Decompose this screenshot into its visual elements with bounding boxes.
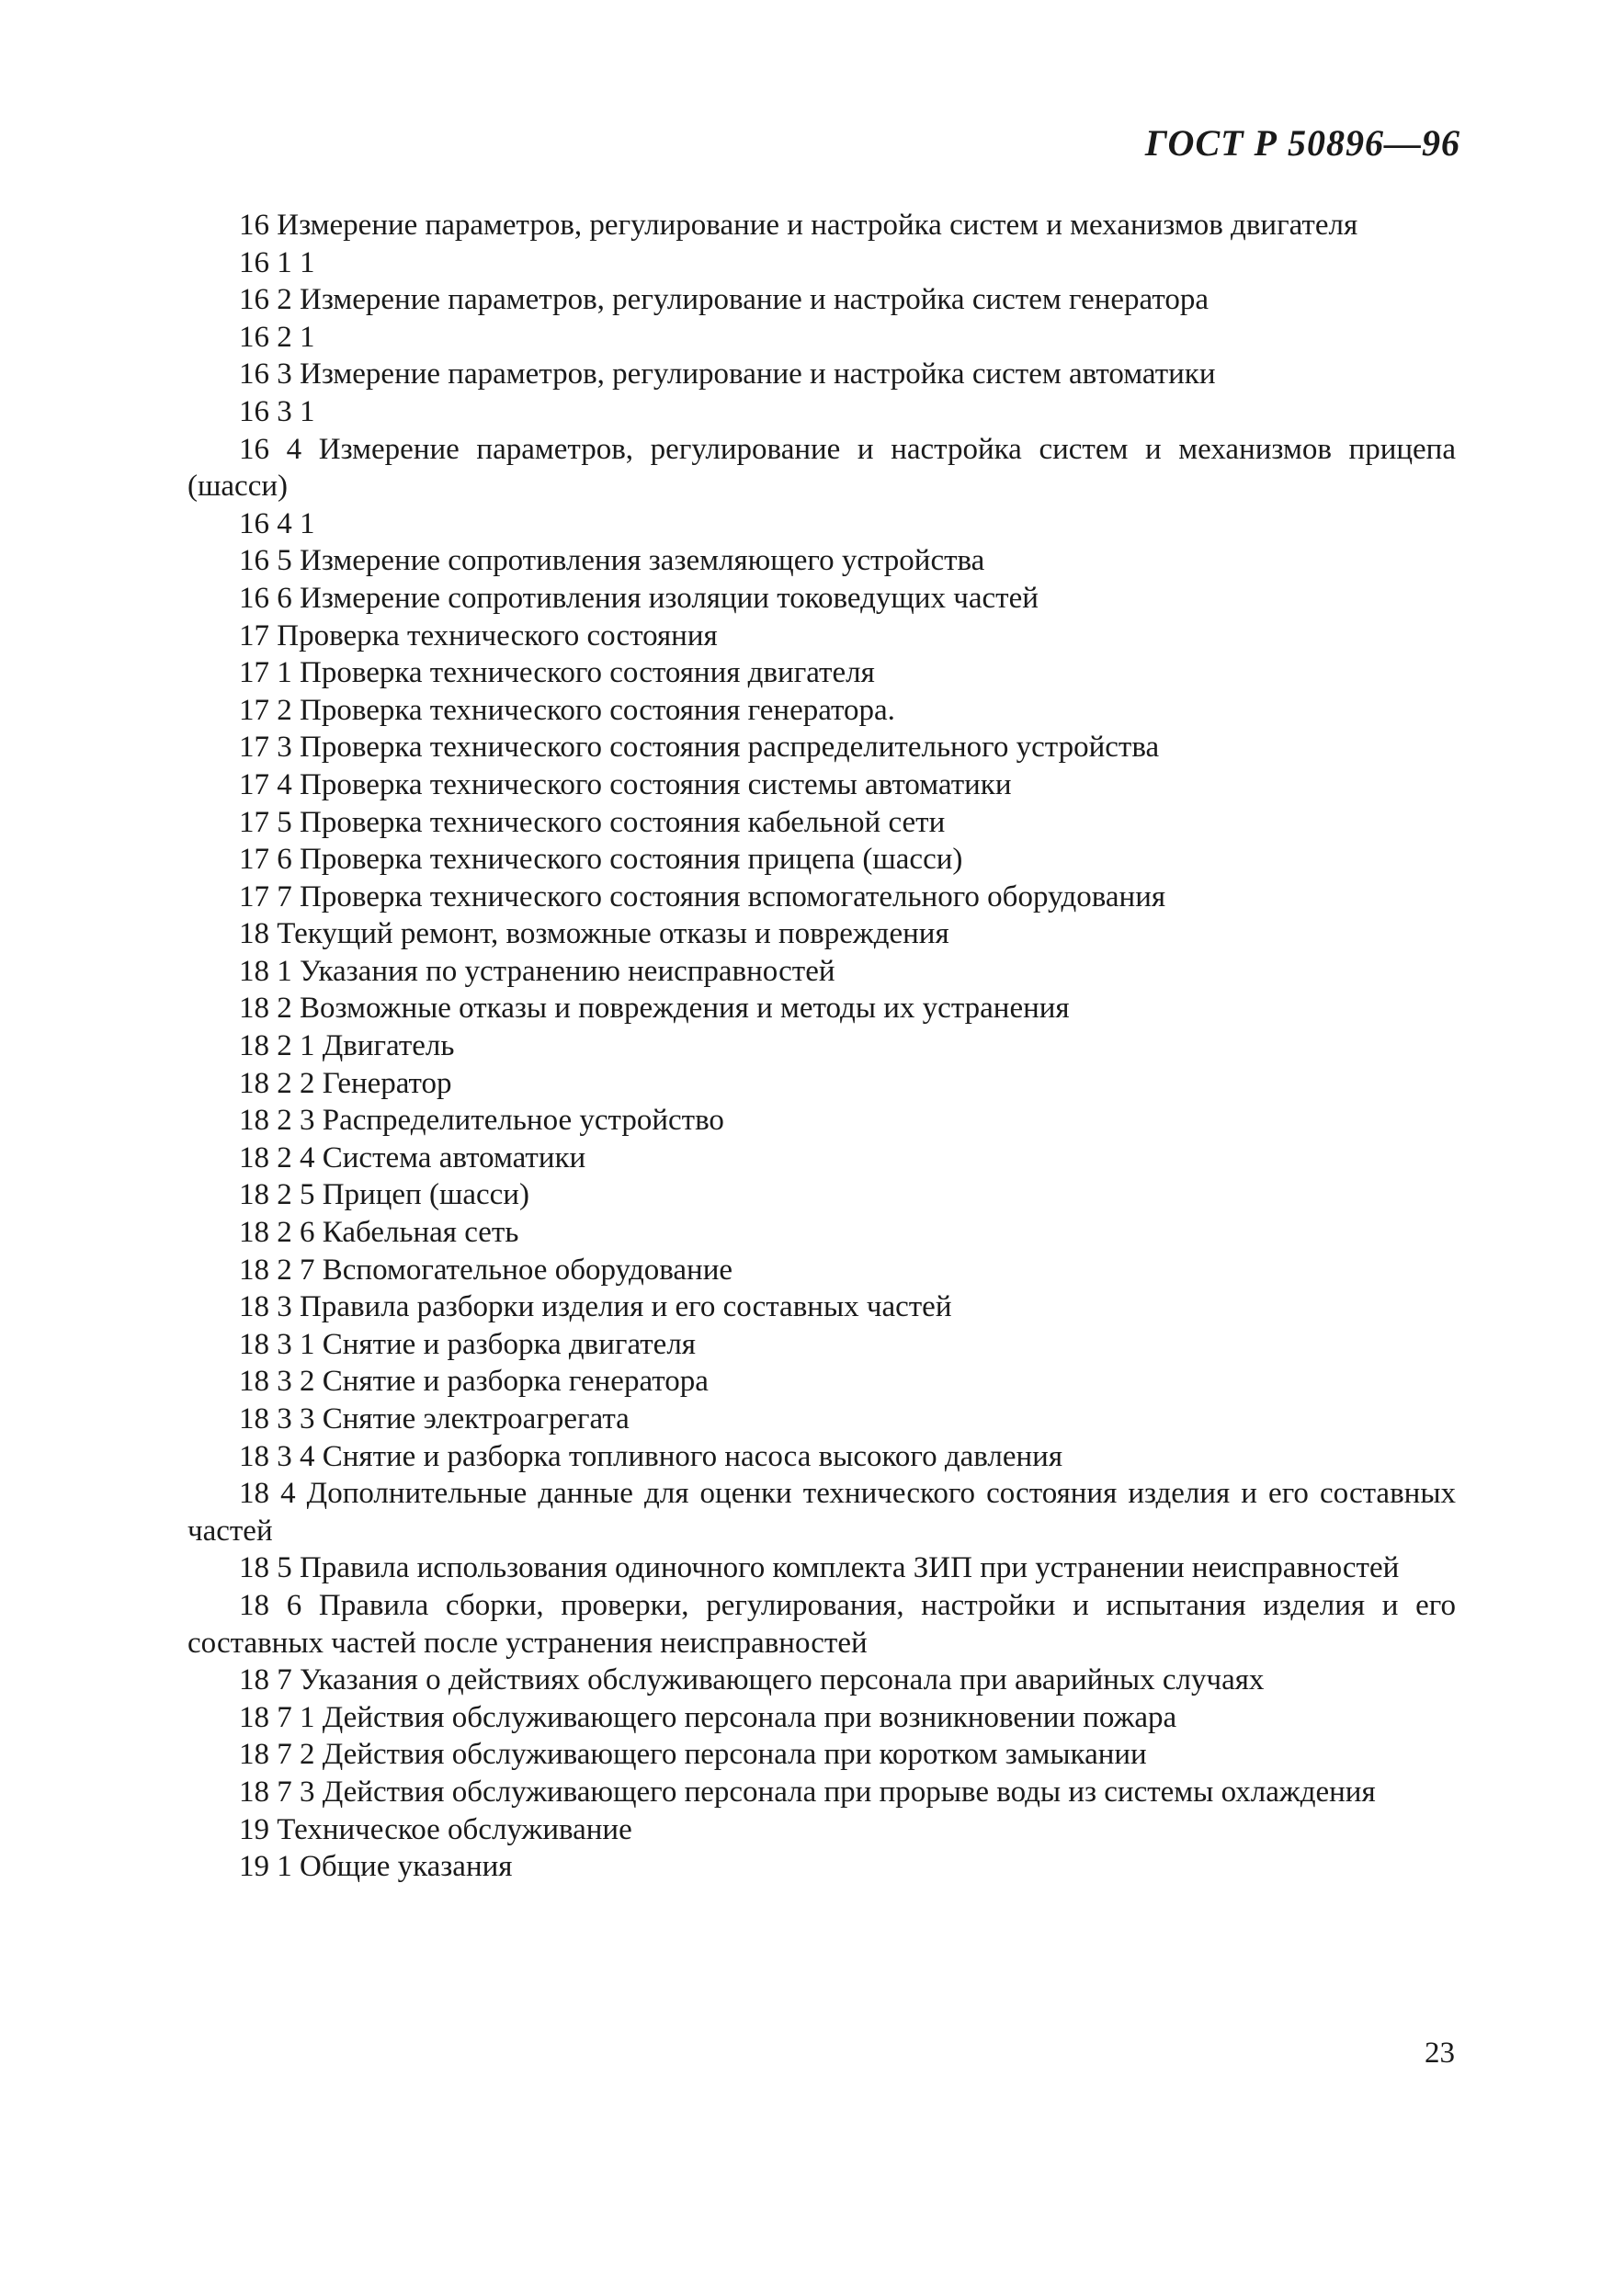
toc-entry: 16 6 Измерение сопротивления изоляции токоведущих частей	[239, 581, 1039, 615]
toc-entry: 16 2 1	[239, 320, 315, 354]
toc-entry: 16 Измерение параметров, регулирование и настройка систем и механизмов двигателя	[239, 209, 1358, 242]
toc-entry: 18 7 3 Действия обслуживающего персонала при прорыве воды из системы охлаждения	[239, 1775, 1376, 1809]
toc-entry: 17 3 Проверка технического состояния распределительного устройства	[239, 731, 1160, 765]
toc-entry: 18 7 1 Действия обслуживающего персонала при возникновении пожара	[239, 1700, 1177, 1734]
toc-entry: 17 6 Проверка технического состояния прицепа (шасси)	[239, 843, 963, 877]
toc-entry: 16 4 1	[239, 506, 315, 540]
toc-entry: 18 Текущий ремонт, возможные отказы и повреждения	[239, 917, 949, 951]
toc-entry: 18 3 2 Снятие и разборка генератора	[239, 1365, 709, 1399]
toc-entry: 17 2 Проверка технического состояния генератора.	[239, 693, 895, 727]
toc-entry: 16 5 Измерение сопротивления заземляющего устройства	[239, 544, 985, 578]
toc-entry: 19 1 Общие указания	[239, 1850, 513, 1884]
document-code: ГОСТ Р 50896—96	[1144, 122, 1460, 164]
toc-entry: 18 2 1 Двигатель	[239, 1029, 455, 1063]
toc-entry: 19 Техническое обслуживание	[239, 1812, 632, 1846]
toc-entry: 16 1 1	[239, 245, 315, 279]
toc-entry: 18 2 7 Вспомогательное оборудование	[239, 1253, 733, 1287]
toc-entry: 18 2 6 Кабельная сеть	[239, 1216, 519, 1250]
toc-entry: 16 2 Измерение параметров, регулирование и настройка систем генератора	[239, 283, 1209, 317]
toc-entry: 17 1 Проверка технического состояния двигателя	[239, 656, 875, 690]
toc-entry: 18 2 5 Прицеп (шасси)	[239, 1178, 529, 1212]
toc-entry: 18 2 Возможные отказы и повреждения и методы их устранения	[239, 992, 1070, 1026]
toc-entry: 16 3 1	[239, 394, 315, 428]
toc-entry: 18 6 Правила сборки, проверки, регулирования, настройки и испытания изделия и его составных частей после устранения неисправностей	[187, 1588, 1456, 1660]
toc-entry: 18 2 3 Распределительное устройство	[239, 1104, 724, 1138]
toc-entry: 18 2 4 Система автоматики	[239, 1140, 586, 1174]
toc-entry: 17 Проверка технического состояния	[239, 618, 718, 652]
toc-entry: 18 3 1 Снятие и разборка двигателя	[239, 1327, 696, 1361]
toc-entry: 18 5 Правила использования одиночного комплекта ЗИП при устранении неисправностей	[239, 1551, 1400, 1585]
toc-entry: 18 7 2 Действия обслуживающего персонала при коротком замыкании	[239, 1738, 1147, 1772]
toc-entry: 18 1 Указания по устранению неисправностей	[239, 954, 835, 988]
toc-entry: 17 5 Проверка технического состояния кабельной сети	[239, 805, 946, 839]
toc-entry: 16 3 Измерение параметров, регулирование и настройка систем автоматики	[239, 357, 1216, 391]
page-number: 23	[1425, 2037, 1455, 2070]
toc-content	[187, 207, 1456, 1886]
toc-entry: 17 7 Проверка технического состояния вспомогательного оборудования	[239, 879, 1166, 913]
toc-entry: 18 7 Указания о действиях обслуживающего персонала при аварийных случаях	[239, 1663, 1265, 1697]
toc-entry: 18 3 4 Снятие и разборка топливного насоса высокого давления	[239, 1439, 1063, 1473]
toc-entry: 18 4 Дополнительные данные для оценки технического состояния изделия и его составных частей	[187, 1477, 1456, 1548]
toc-entry: 17 4 Проверка технического состояния системы автоматики	[239, 767, 1012, 801]
toc-entry: 18 2 2 Генератор	[239, 1066, 452, 1100]
toc-entry: 16 4 Измерение параметров, регулирование и настройка систем и механизмов прицепа (шасси)	[187, 432, 1456, 504]
toc-entry: 18 3 Правила разборки изделия и его составных частей	[239, 1290, 952, 1324]
toc-entry: 18 3 3 Снятие электроагрегата	[239, 1402, 630, 1435]
